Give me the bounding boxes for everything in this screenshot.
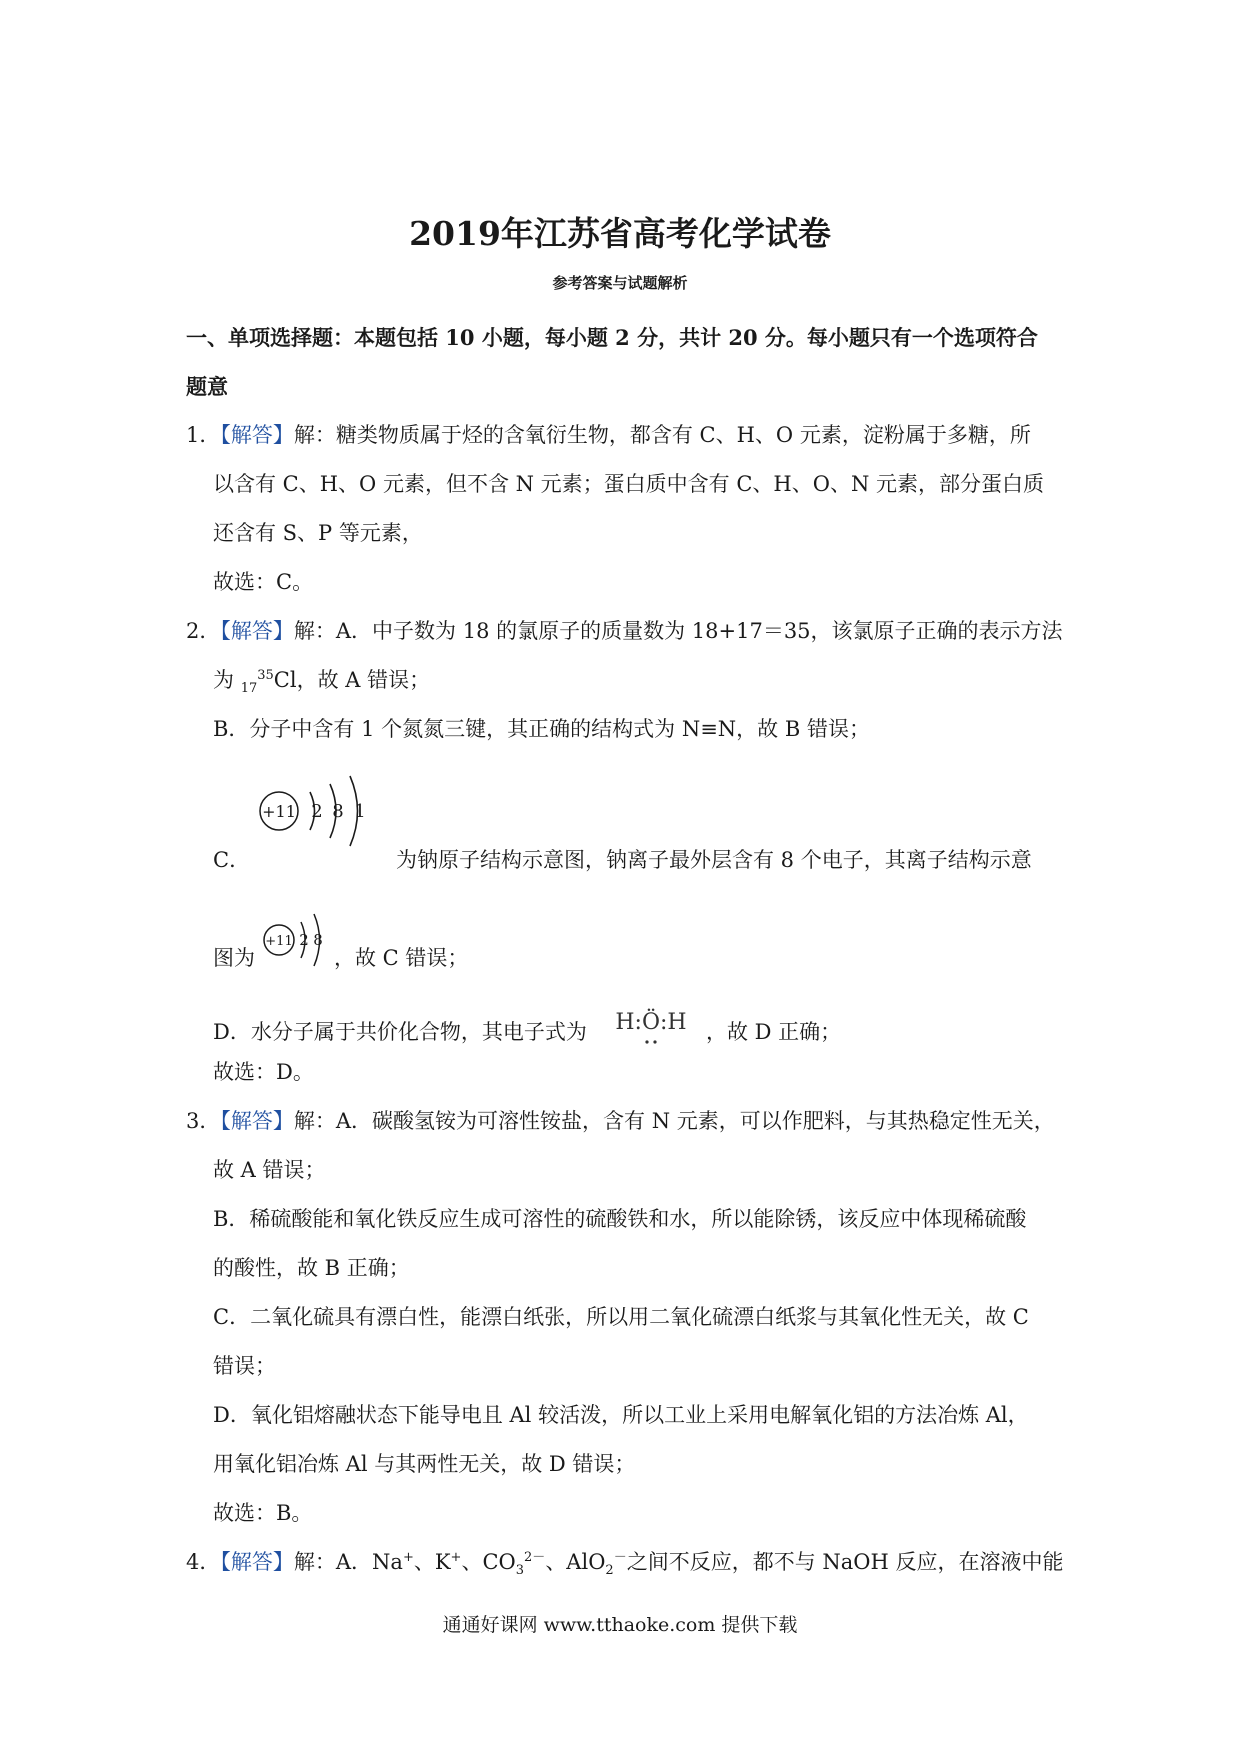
q2-option-c-text-2-suffix: ，故 C 错误； [334, 946, 469, 970]
q4-text-alo2: 、AlO [545, 1550, 606, 1574]
q3-number: 3． [186, 1109, 221, 1133]
q4-number: 4． [186, 1550, 221, 1574]
q2-option-d-text: D．水分子属于共价化合物，其电子式为 [213, 1020, 587, 1044]
q2-option-c-label: C． [213, 848, 251, 872]
lone-pair-dot-2 [653, 1040, 656, 1043]
section-heading-line1: 一、单项选择题：本题包括 10 小题，每小题 2 分，共计 20 分。每小题只有一个选项符合 [186, 325, 1038, 350]
q1-number: 1． [186, 423, 221, 447]
q4-text-na: 解：A．Na [293, 1550, 403, 1574]
q2-option-c-text-2-prefix: 图为 [213, 946, 255, 970]
q1-text-1: 解：糖类物质属于烃的含氧衍生物，都含有 C、H、O 元素，淀粉属于多糖，所 [293, 423, 1031, 447]
q1-line3: 还含有 S、P 等元素， [213, 521, 423, 545]
q3-answer: 故选：B。 [213, 1501, 313, 1525]
q3-line2: 故 A 错误； [213, 1158, 326, 1182]
section-heading-line2: 题意 [186, 374, 228, 399]
q2-line2 [213, 666, 431, 697]
q2-option-d-suffix: ，故 D 正确； [706, 1020, 842, 1044]
water-electron-formula [612, 996, 690, 1052]
water-formula-text: H:Ö:H [615, 1010, 687, 1035]
alo2-charge: － [613, 1550, 627, 1565]
q4-answer-tag: 【解答】 [220, 1550, 294, 1574]
q1-answer: 故选：C。 [213, 570, 314, 594]
q2-answer: 故选：D。 [213, 1060, 314, 1084]
ion-shell-2-electrons: 8 [313, 931, 323, 949]
atom-nucleus-charge: +11 [262, 802, 296, 821]
q2-answer-tag: 【解答】 [220, 619, 294, 643]
chlorine-mass-number: 35 [257, 668, 274, 683]
q1-line1 [186, 421, 1031, 449]
lone-pair-dot-1 [645, 1040, 648, 1043]
q2-number: 2． [186, 619, 221, 643]
q2-line3: B．分子中含有 1 个氮氮三键，其正确的结构式为 N≡N，故 B 错误； [213, 717, 870, 741]
q2-option-c-text: 为钠原子结构示意图，钠离子最外层含有 8 个电子，其离子结构示意 [396, 848, 1032, 872]
page-title: 2019年江苏省高考化学试卷 [409, 214, 831, 253]
chlorine-proton-number: 17 [240, 681, 258, 697]
q3-text-1: 解：A．碳酸氢铵为可溶性铵盐，含有 N 元素，可以作肥料，与其热稳定性无关， [293, 1109, 1055, 1133]
q1-line2: 以含有 C、H、O 元素，但不含 N 元素；蛋白质中含有 C、H、O、N 元素，部分蛋白质 [213, 472, 1044, 496]
page-footer: 通通好课网 www.tthaoke.com 提供下载 [442, 1614, 798, 1636]
ion-nucleus-charge: +11 [265, 934, 293, 949]
sodium-atom-structure-diagram [250, 762, 380, 866]
q3-line6: 错误； [213, 1354, 276, 1378]
q3-line8: 用氧化铝冶炼 Al 与其两性无关，故 D 错误； [213, 1452, 636, 1476]
alo2-subscript: 2 [605, 1563, 614, 1579]
q4-text-k: 、K [413, 1550, 451, 1574]
q2-text-2-prefix: 为 [213, 668, 241, 692]
na-charge: + [402, 1550, 414, 1565]
k-charge: + [450, 1550, 462, 1565]
q3-line7: D．氧化铝熔融状态下能导电且 Al 较活泼，所以工业上采用电解氧化铝的方法冶炼 Al， [213, 1403, 1029, 1427]
q3-line1 [186, 1107, 1055, 1135]
ion-shell-1-electrons: 2 [299, 931, 309, 949]
q2-line1 [186, 617, 1063, 645]
q2-text-1: 解：A．中子数为 18 的氯原子的质量数为 18+17＝35，该氯原子正确的表示方法 [293, 619, 1063, 643]
atom-shell-3-electrons: 1 [354, 801, 366, 822]
q4-text-rest: 之间不反应，都不与 NaOH 反应，在溶液中能 [626, 1550, 1064, 1574]
sodium-ion-structure-diagram [258, 902, 332, 974]
q1-answer-tag: 【解答】 [220, 423, 294, 447]
co3-charge: 2－ [524, 1550, 546, 1565]
q3-line5: C．二氧化硫具有漂白性，能漂白纸张，所以用二氧化硫漂白纸浆与其氧化性无关，故 C [213, 1305, 1029, 1329]
q3-line4: 的酸性，故 B 正确； [213, 1256, 410, 1280]
q2-text-2-suffix: Cl，故 A 错误； [273, 668, 431, 692]
co3-subscript: 3 [515, 1563, 525, 1579]
atom-shell-2-electrons: 8 [332, 801, 344, 822]
q4-text-co3: 、CO [461, 1550, 516, 1574]
atom-shell-1-electrons: 2 [311, 801, 323, 822]
q4-line1 [186, 1548, 1064, 1579]
q3-line3: B．稀硫酸能和氧化铁反应生成可溶性的硫酸铁和水，所以能除锈，该反应中体现稀硫酸 [213, 1207, 1027, 1231]
page-subtitle: 参考答案与试题解析 [552, 274, 688, 292]
q3-answer-tag: 【解答】 [220, 1109, 294, 1133]
